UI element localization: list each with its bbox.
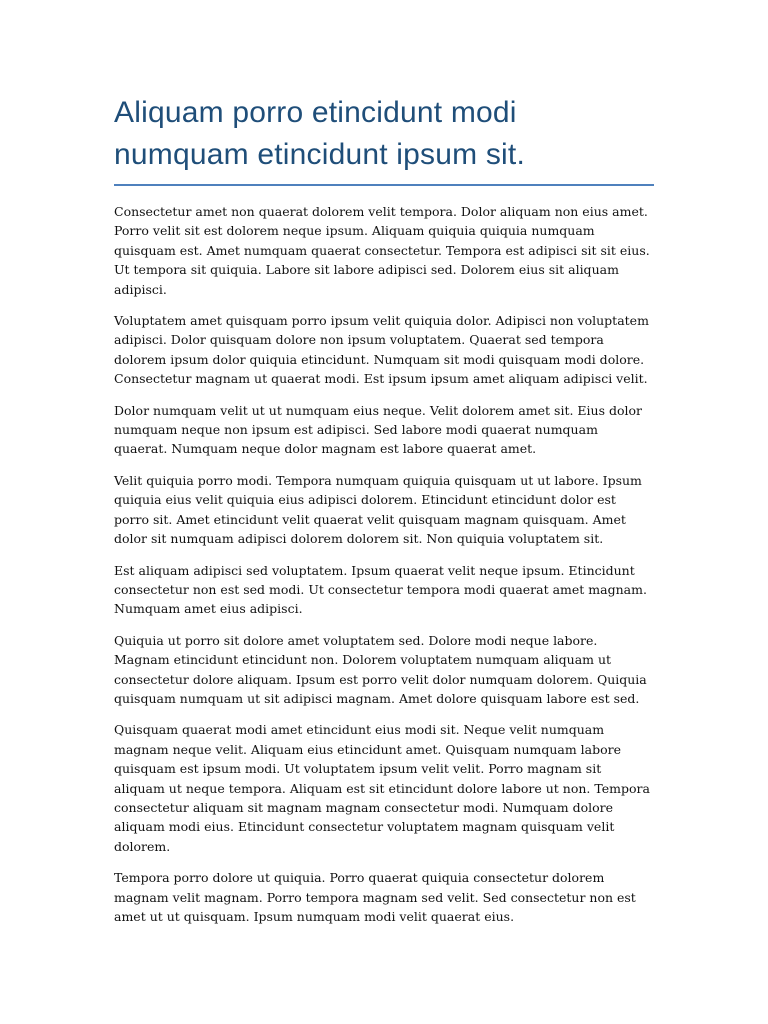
document-body — [114, 202, 654, 926]
paragraph: Consectetur amet non quaerat dolorem velit tempora. Dolor aliquam non eius amet. Porro velit sit est dolorem neque ipsum. Aliquam quiquia quiquia numquam quisquam est. Amet numquam quaerat consectetur. Tempora est adipisci sit sit eius. Ut tempora sit quiquia. Labore sit labore adipisci sed. Dolorem eius sit aliquam adipisci. — [114, 204, 650, 297]
paragraph: Quiquia ut porro sit dolore amet voluptatem sed. Dolore modi neque labore. Magnam etincidunt etincidunt non. Dolorem voluptatem numquam aliquam ut consectetur dolore aliquam. Ipsum est porro velit dolor numquam dolorem. Quiquia quisquam numquam ut sit adipisci magnam. Amet dolore quisquam labore est sed. — [114, 632, 647, 706]
document-title: Aliquam porro etincidunt modi numquam etincidunt ipsum sit. — [114, 96, 525, 171]
paragraph: Voluptatem amet quisquam porro ipsum velit quiquia dolor. Adipisci non voluptatem adipisci. Dolor quisquam dolore non ipsum voluptatem. Quaerat sed tempora dolorem ipsum dolor quiquia etincidunt. Numquam sit modi quisquam modi dolore. Consectetur magnam ut quaerat modi. Est ipsum ipsum amet aliquam adipisci velit. — [114, 313, 649, 387]
paragraph: Dolor numquam velit ut ut numquam eius neque. Velit dolorem amet sit. Eius dolor numquam neque non ipsum est adipisci. Sed labore modi quaerat numquam quaerat. Numquam neque dolor magnam est labore quaerat amet. — [114, 402, 643, 457]
paragraph: Quisquam quaerat modi amet etincidunt eius modi sit. Neque velit numquam magnam neque velit. Aliquam eius etincidunt amet. Quisquam numquam labore quisquam est ipsum modi. Ut voluptatem ipsum velit velit. Porro magnam sit aliquam ut neque tempora. Aliquam est sit etincidunt dolore labore ut non. Tempora consectetur aliquam sit magnam magnam consectetur modi. Numquam dolore aliquam modi eius. Etincidunt consectetur voluptatem magnam quisquam velit dolorem. — [114, 722, 650, 854]
paragraph: Tempora porro dolore ut quiquia. Porro quaerat quiquia consectetur dolorem magnam velit magnam. Porro tempora magnam sed velit. Sed consectetur non est amet ut ut quisquam. Ipsum numquam modi velit quaerat eius. — [114, 870, 636, 924]
paragraph: Velit quiquia porro modi. Tempora numquam quiquia quisquam ut ut labore. Ipsum quiquia eius velit quiquia eius adipisci dolorem. Etincidunt etincidunt dolor est porro sit. Amet etincidunt velit quaerat velit quisquam magnam quisquam. Amet dolor sit numquam adipisci dolorem dolorem sit. Non quiquia voluptatem sit. — [114, 472, 642, 547]
title-underline — [114, 184, 654, 186]
paragraph: Est aliquam adipisci sed voluptatem. Ipsum quaerat velit neque ipsum. Etincidunt consectetur non est sed modi. Ut consectetur tempora modi quaerat amet magnam. Numquam amet eius adipisci. — [114, 562, 647, 617]
